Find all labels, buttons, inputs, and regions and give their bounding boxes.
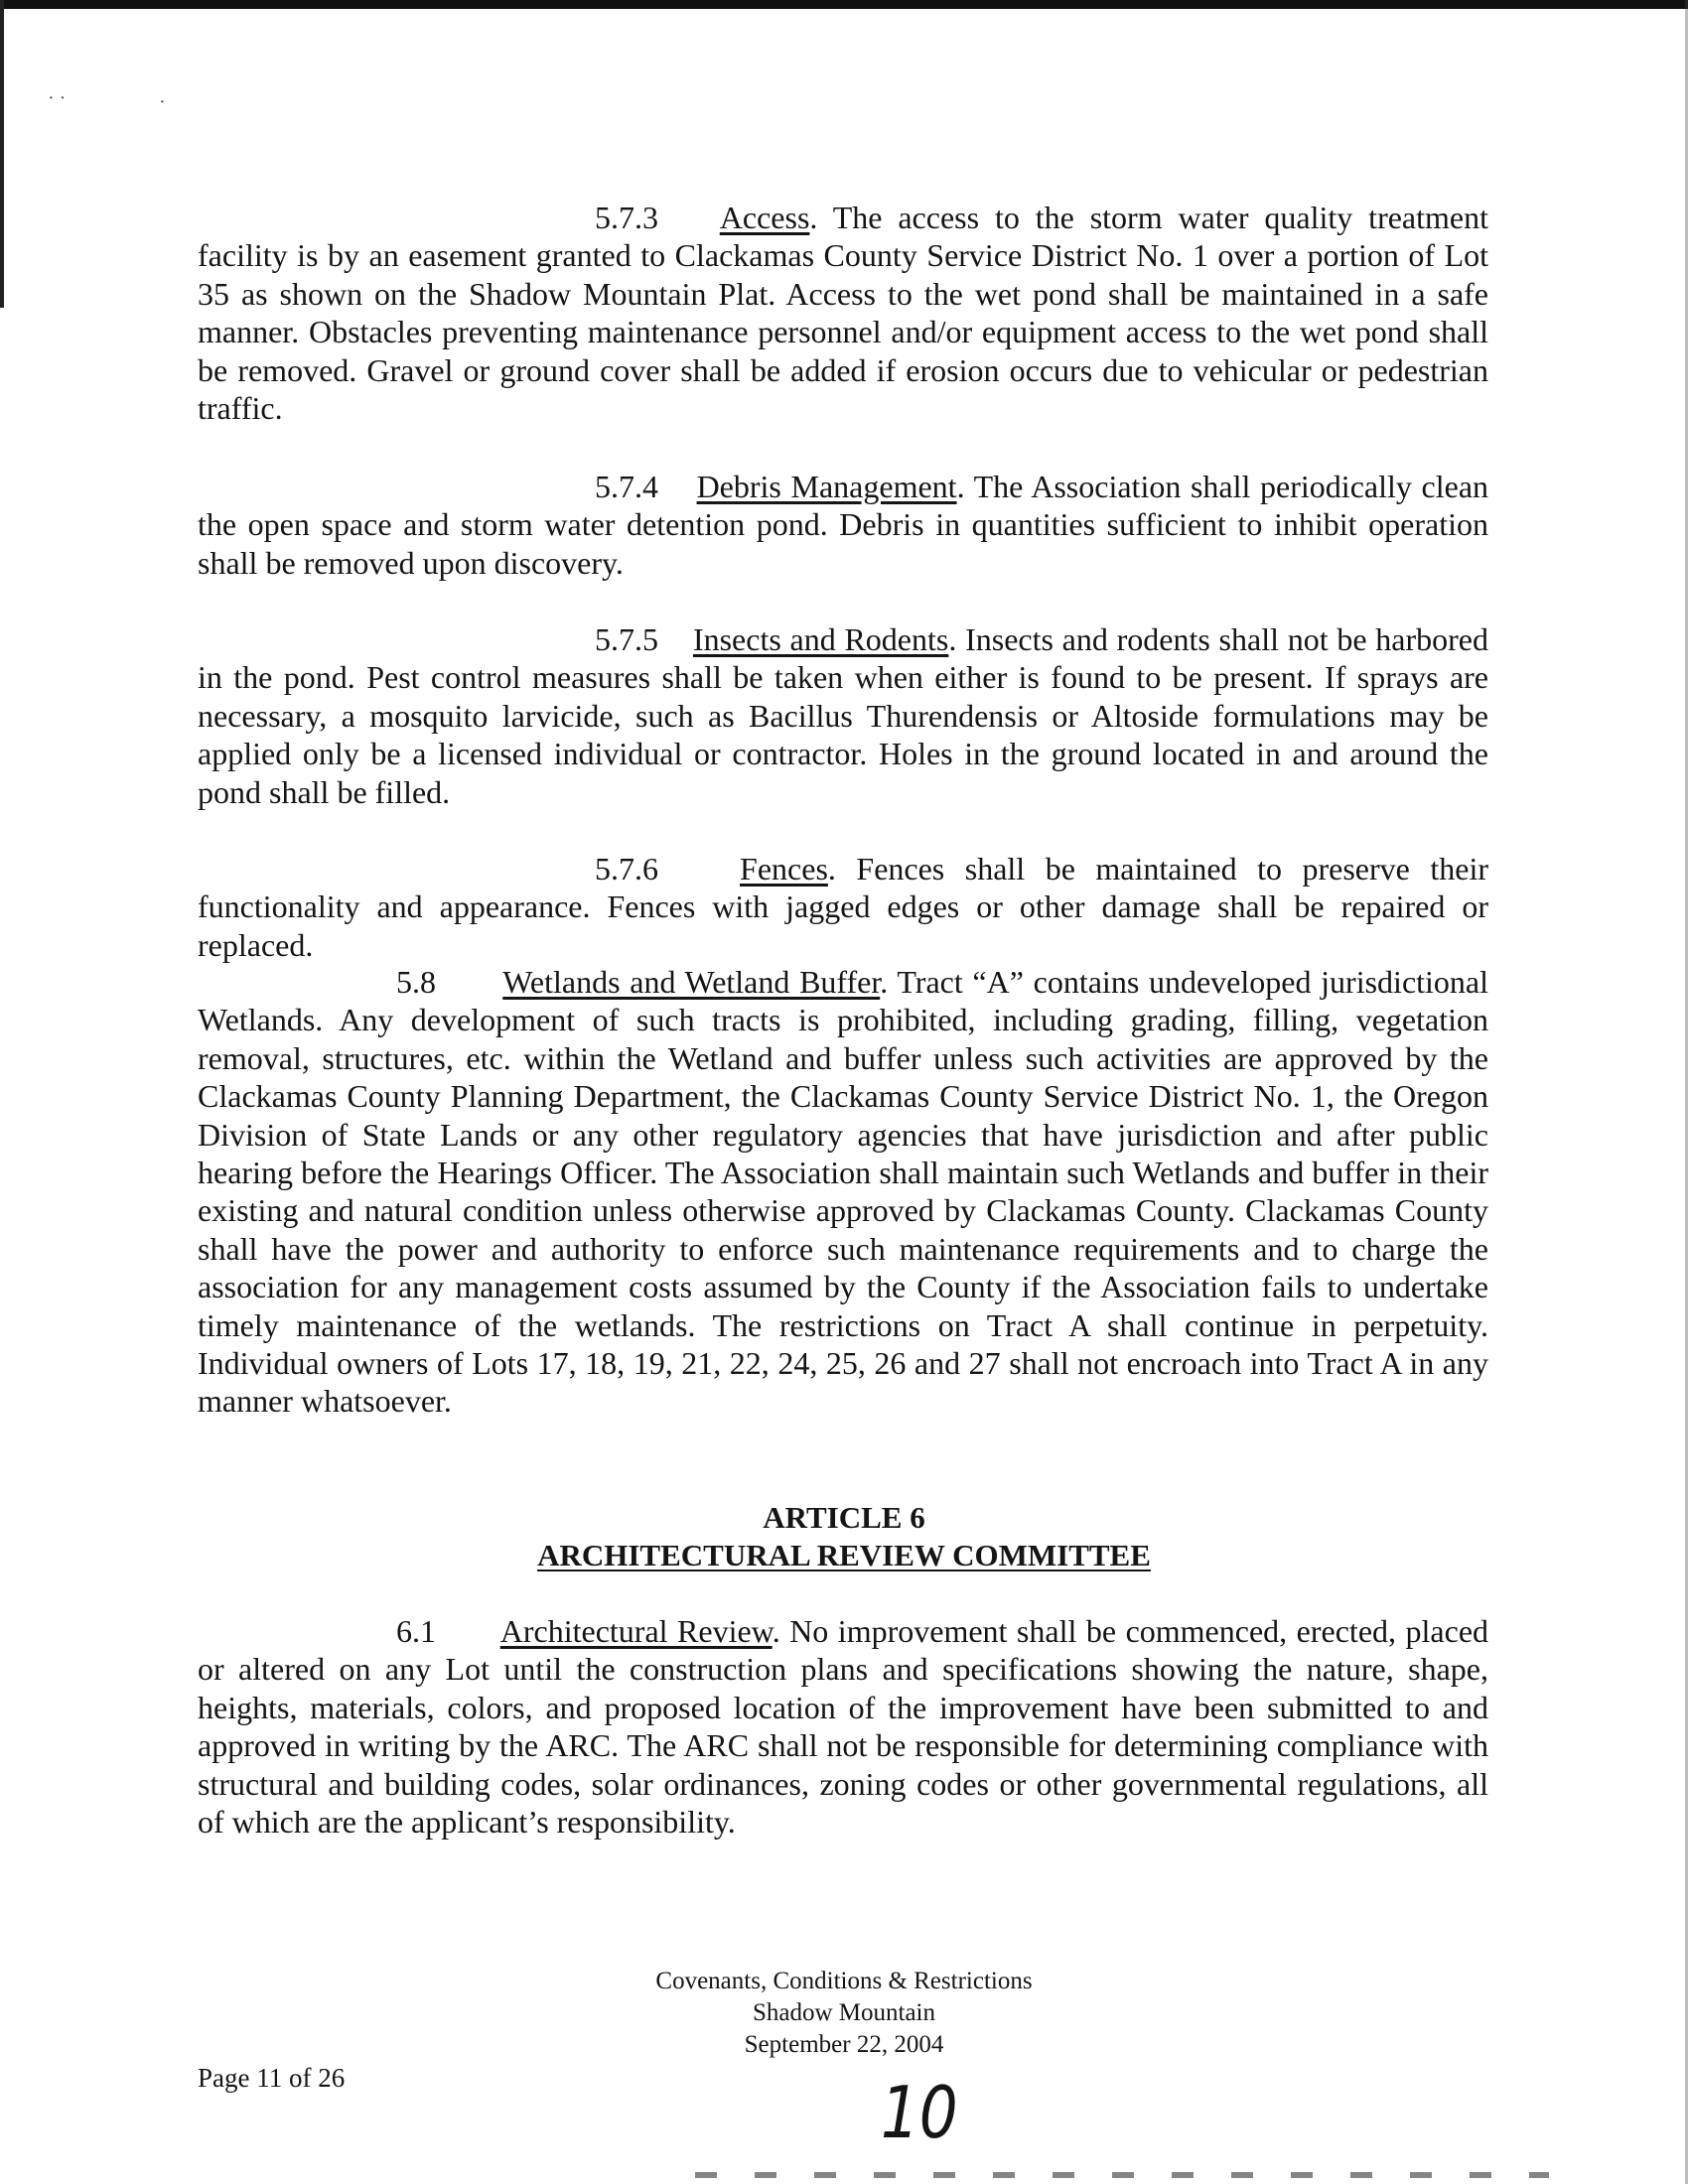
page-number: Page 11 of 26: [198, 2063, 346, 2093]
scan-bottom-dashes: [695, 2172, 1549, 2178]
section-number: 5.7.4: [595, 469, 658, 504]
section-5-8: [198, 963, 1488, 1421]
section-number: 5.7.5: [595, 621, 658, 657]
section-body: . No improvement shall be commenced, erected, placed or altered on any Lot until the construction plans and specifications showing the nature, shape, heights, materials, colors, and proposed location of the improvement have been submitted to and approved in writing by the ARC. The ARC shall not be responsible for determining compliance with structural and building codes, solar ordinances, zoning codes or other governmental regulations, all of which are the applicant’s responsibility.: [198, 1613, 1489, 1841]
section-5-7-5: [198, 620, 1488, 811]
section-title: Insects and Rodents: [692, 621, 949, 657]
section-title: Architectural Review: [499, 1613, 773, 1649]
section-number: 5.7.3: [595, 200, 658, 235]
footer-date: September 22, 2004: [744, 2031, 944, 2058]
footer-subdivision: Shadow Mountain: [752, 1999, 936, 2026]
scan-top-border: [0, 0, 1688, 9]
section-title: Debris Management: [696, 469, 957, 504]
scan-speck: ·: [159, 91, 166, 113]
article-number: ARTICLE 6: [763, 1500, 925, 1535]
scan-left-edge: [0, 0, 4, 308]
section-5-7-3: [198, 199, 1488, 427]
section-body: . The access to the storm water quality treatment facility is by an easement granted to Clackamas County Service District No. 1 over a portion of Lot 35 as shown on the Shadow Mountain Plat. Access to the wet pond shall be maintained in a safe manner. Obstacles preventing maintenance personnel and/or equipment access to the wet pond shall be removed. Gravel or ground cover shall be added if erosion occurs due to vehicular or pedestrian traffic.: [198, 200, 1489, 427]
document-footer: [596, 1966, 1092, 2061]
section-body: . Insects and rodents shall not be harbored in the pond. Pest control measures shall be taken when either is found to be present. If sprays are necessary, a mosquito larvicide, such as Bacillus Thurendensis or Altoside formulations may be applied only be a licensed individual or contractor. Holes in the ground located in and around the pond shall be filled.: [198, 621, 1489, 810]
handwritten-page-number: 10: [880, 2071, 958, 2154]
section-6-1: [198, 1612, 1488, 1841]
section-body: . Fences shall be maintained to preserve their functionality and appearance. Fences with jagged edges or other damage shall be repaired or replaced.: [198, 851, 1489, 963]
section-number: 6.1: [396, 1613, 436, 1649]
article-heading: [496, 1499, 1192, 1574]
section-5-7-4: [198, 468, 1488, 582]
section-body: . Tract “A” contains undeveloped jurisdictional Wetlands. Any development of such tracts is prohibited, including grading, filling, vegetation removal, structures, etc. within the Wetland and buffer unless such activities are approved by the Clackamas County Planning Department, the Clackamas County Service District No. 1, the Oregon Division of State Lands or any other regulatory agencies that have jurisdiction and after public hearing before the Hearings Officer. The Association shall maintain such Wetlands and buffer in their existing and natural condition unless otherwise approved by Clackamas County. Clackamas County shall have the power and authority to enforce such maintenance requirements and to charge the association for any management costs assumed by the County if the Association fails to undertake timely maintenance of the wetlands. The restrictions on Tract A shall continue in perpetuity. Individual owners of Lots 17, 18, 19, 21, 22, 24, 25, 26 and 27 shall not encroach into Tract A in any manner whatsoever.: [198, 964, 1489, 1420]
footer-doc-title: Covenants, Conditions & Restrictions: [655, 1968, 1033, 1994]
section-number: 5.8: [396, 964, 436, 1000]
scan-speck: · ·: [48, 87, 67, 109]
article-title: ARCHITECTURAL REVIEW COMMITTEE: [537, 1538, 1151, 1572]
section-title: Access: [719, 200, 810, 235]
section-title: Wetlands and Wetland Buffer: [502, 964, 881, 1000]
section-title: Fences: [740, 851, 828, 887]
section-body: . The Association shall periodically clean the open space and storm water detention pond. Debris in quantities sufficient to inhibit operation shall be removed upon discovery.: [198, 469, 1489, 581]
section-5-7-6: [198, 850, 1488, 964]
section-number: 5.7.6: [595, 851, 658, 887]
